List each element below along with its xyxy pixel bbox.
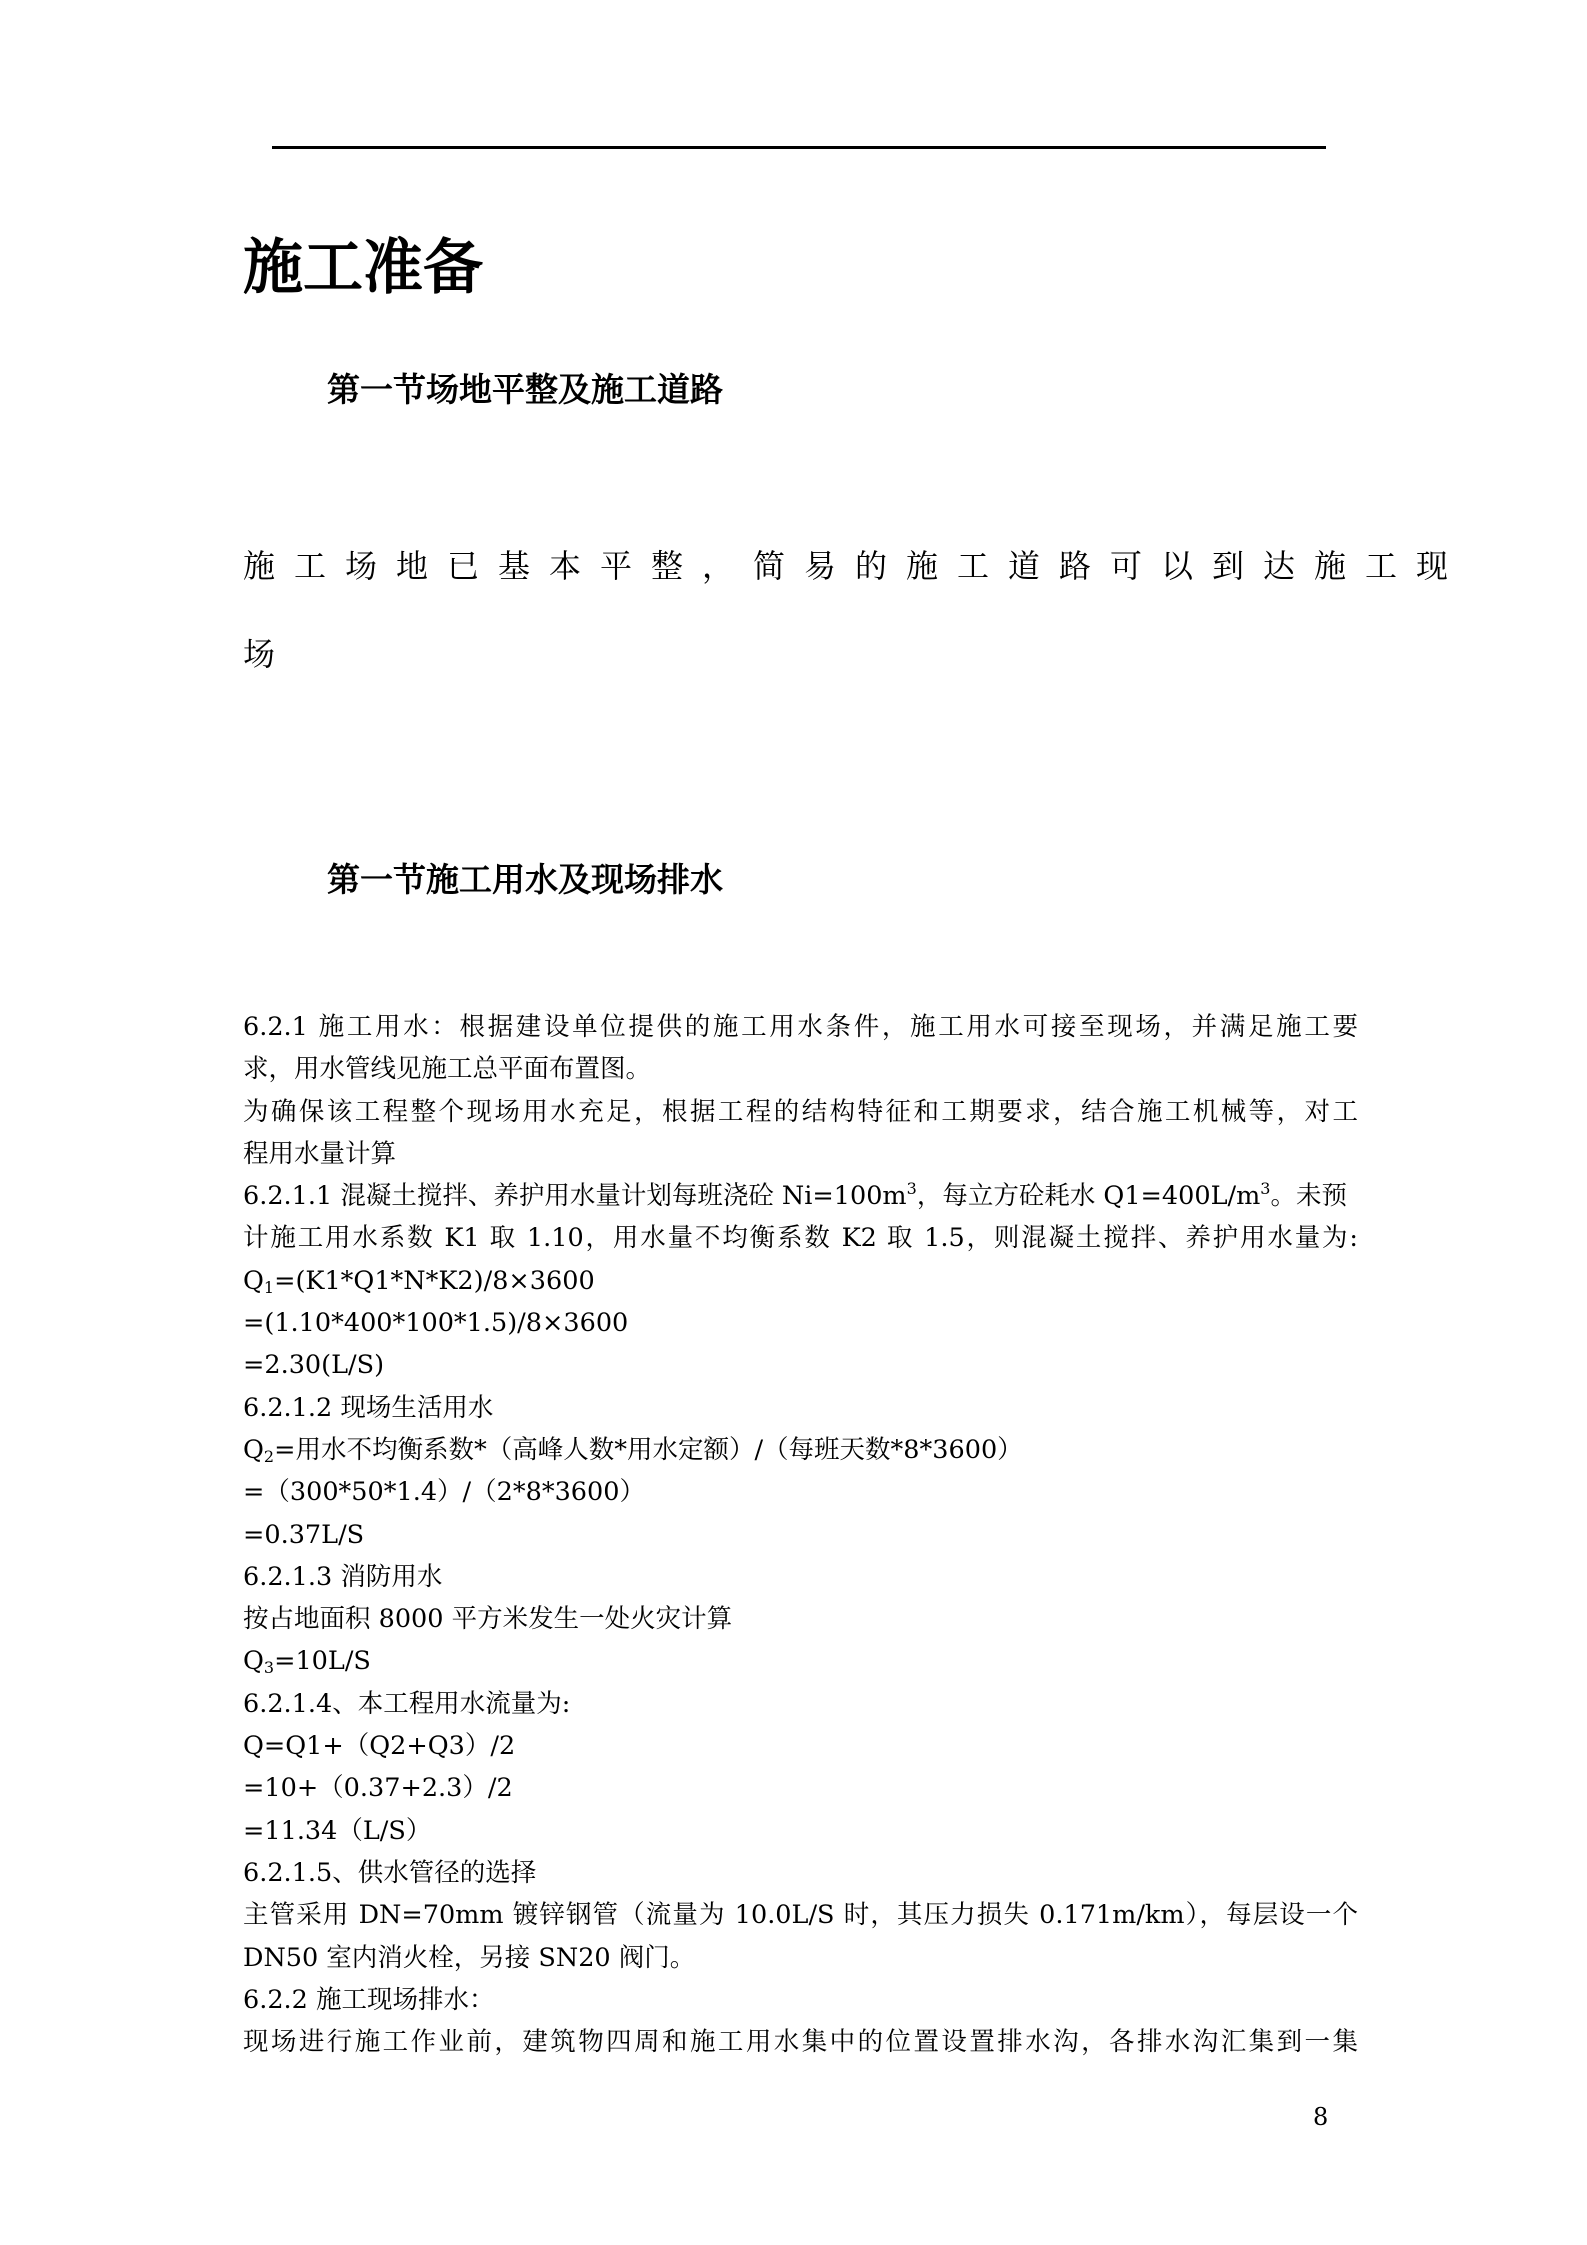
site-leveling-paragraph xyxy=(243,522,1468,698)
formula-line: $Q_2=$用水不均衡系数*（高峰人数*用水定额）/（每班天数*8*3600） xyxy=(243,1434,1023,1466)
body-text xyxy=(243,1006,1358,2063)
body-line: 程用水量计算 xyxy=(243,1138,397,1169)
header-rule xyxy=(272,146,1326,149)
body-line: 主管采用 DN=70mm 镀锌钢管（流量为 10.0L/S 时，其压力损失 0.171m/km），每层设一个 xyxy=(243,1900,1358,1931)
formula-line: =10+（0.37+2.3）/2 xyxy=(243,1773,513,1804)
body-line: 6.2.1 施工用水：根据建设单位提供的施工用水条件，施工用水可接至现场，并满足施工要 xyxy=(243,1012,1358,1042)
formula-line: $Q_1=(K1*Q1*N*K2)/8\times 3600$ xyxy=(243,1265,595,1297)
formula-line: Q=Q1+（Q2+Q3）/2 xyxy=(243,1731,516,1762)
page-number: 8 xyxy=(1313,2103,1329,2131)
body-line: 6.2.2 施工现场排水： xyxy=(243,1984,495,2015)
chapter-title: 施工准备 xyxy=(243,233,483,303)
body-line: 6.2.1.1 混凝土搅拌、养护用水量计划每班浇砼 $Ni=100m^3$，每立方砼耗水 $Q1=400L/m^3$。未预 xyxy=(243,1179,1347,1212)
formula-line: $Q_3=10L/S$ xyxy=(243,1646,371,1678)
formula-line: =0.37L/S xyxy=(243,1519,365,1550)
body-line: 计施工用水系数 K1 取 1.10，用水量不均衡系数 K2 取 1.5，则混凝土搅拌、养护用水量为: xyxy=(243,1223,1358,1254)
formula-line: =(1.10*400*100*1.5)/8×3600 xyxy=(243,1308,629,1339)
body-line: DN50 室内消火栓，另接 SN20 阀门。 xyxy=(243,1942,696,1973)
body-line: 现场进行施工作业前，建筑物四周和施工用水集中的位置设置排水沟，各排水沟汇集到一集 xyxy=(243,2027,1358,2058)
section-title-water-drainage: 第一节施工用水及现场排水 xyxy=(327,860,723,899)
body-line: 6.2.1.2 现场生活用水 xyxy=(243,1392,494,1423)
paragraph-line: 施工场地已基本平整，简易的施工道路可以到达施工现 xyxy=(243,547,1468,585)
section-title-site-leveling: 第一节场地平整及施工道路 xyxy=(327,370,723,409)
body-line: 求，用水管线见施工总平面布置图。 xyxy=(243,1054,652,1085)
formula-line: =2.30(L/S) xyxy=(243,1350,385,1381)
formula-line: =11.34（L/S） xyxy=(243,1815,432,1846)
formula-line: =（300*50*1.4）/（2*8*3600） xyxy=(243,1477,645,1508)
body-line: 6.2.1.3 消防用水 xyxy=(243,1561,443,1592)
paragraph-line: 场 xyxy=(243,635,295,673)
body-line: 按占地面积 8000 平方米发生一处火灾计算 xyxy=(243,1604,733,1635)
body-line: 6.2.1.4、本工程用水流量为: xyxy=(243,1688,571,1719)
body-line: 为确保该工程整个现场用水充足，根据工程的结构特征和工期要求，结合施工机械等，对工 xyxy=(243,1096,1358,1127)
body-line: 6.2.1.5、供水管径的选择 xyxy=(243,1857,537,1888)
